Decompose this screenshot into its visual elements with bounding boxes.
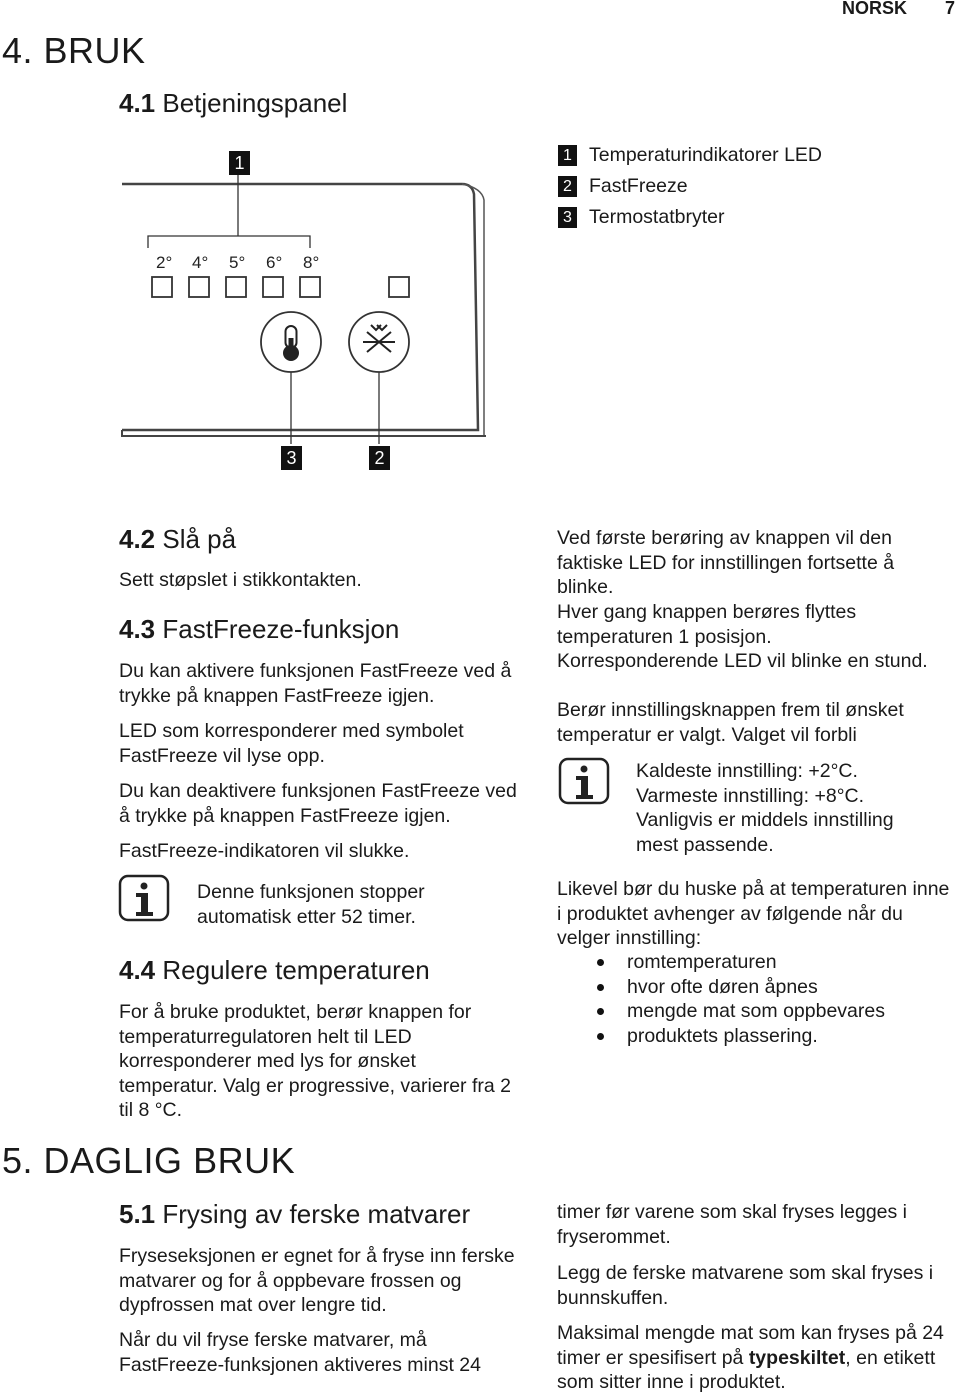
legend-item-2 (558, 174, 688, 198)
bullet-list (557, 950, 947, 1048)
subsection-title-4-4: 4.4 Regulere temperaturen (119, 955, 430, 985)
legend-number: 1 (558, 145, 577, 166)
legend-number: 3 (558, 207, 577, 228)
page-number: 7 (945, 0, 956, 18)
info-note: Denne funksjonen stopper automatisk etter 52 timer. (197, 881, 425, 928)
fastfreeze-button[interactable] (349, 312, 409, 372)
legend-label: Termostatbryter (589, 206, 725, 228)
led-indicator-fastfreeze (389, 277, 409, 297)
scale-label-2: 2° (156, 253, 173, 272)
callout-2: 2 (369, 446, 390, 470)
subsection-title-5-1: 5.1 Frysing av ferske matvarer (119, 1199, 471, 1229)
list-item: hvor ofte døren åpnes (557, 975, 947, 1000)
scale-label-6: 6° (266, 253, 283, 272)
paragraph: timer før varene som skal fryses legges i fryserommet. (557, 1201, 908, 1248)
legend-item-3 (558, 205, 724, 229)
paragraph: Berør innstillingsknappen frem til ønsket temperatur er valgt. Valget vil forbli (557, 699, 904, 746)
thermometer-icon (283, 326, 299, 361)
thermostat-button[interactable] (261, 312, 321, 372)
section-title-bruk: 4. BRUK (2, 30, 146, 71)
led-indicator-2 (152, 277, 172, 297)
paragraph: Du kan deaktivere funksjonen FastFreeze ved å trykke på knappen FastFreeze igjen. (119, 780, 517, 827)
legend-label: Temperaturindikatorer LED (589, 144, 823, 166)
paragraph: LED som korresponderer med symbolet FastFreeze vil lyse opp. (119, 720, 464, 767)
callout-3: 3 (281, 446, 302, 470)
info-icon (118, 874, 170, 922)
info-icon (558, 757, 610, 805)
subsection-title-4-3: 4.3 FastFreeze-funksjon (119, 614, 400, 644)
subsection-title-4-2: 4.2 Slå på (119, 524, 237, 554)
paragraph: Du kan aktivere funksjonen FastFreeze ved å trykke på knappen FastFreeze igjen. (119, 660, 512, 707)
list-item: romtemperaturen (557, 950, 947, 975)
language-label: NORSK (842, 0, 908, 18)
scale-label-8: 8° (303, 253, 320, 272)
legend-label: FastFreeze (589, 175, 688, 197)
paragraph: Legg de ferske matvarene som skal fryses i bunnskuffen. (557, 1262, 934, 1309)
emphasis-typeskiltet: typeskiltet (748, 1346, 846, 1369)
list-item: produktets plassering. (557, 1024, 947, 1049)
paragraph: Når du vil fryse ferske matvarer, må FastFreeze-funksjonen aktiveres minst 24 (119, 1329, 481, 1376)
info-note: Kaldeste innstilling: +2°C. Varmeste innstilling: +8°C. Vanligvis er middels innstilling mest passende. (636, 760, 894, 856)
legend-number: 2 (558, 176, 577, 197)
control-panel-diagram (110, 140, 510, 480)
callout-1: 1 (229, 151, 250, 175)
paragraph: Likevel bør du huske på at temperaturen inne i produktet avhenger av følgende når du velger innstilling: (557, 878, 950, 949)
paragraph: Fryseseksjonen er egnet for å fryse inn ferske matvarer og for å oppbevare frossen og dypfrossen mat over lengre tid. (119, 1245, 515, 1316)
panel-outline (122, 184, 478, 430)
scale-label-4: 4° (192, 253, 209, 272)
paragraph: Maksimal mengde mat som kan fryses på 24 timer er spesifisert på typeskiltet, en etikett som sitter inne i produktet. (557, 1322, 944, 1393)
paragraph: Hver gang knappen berøres flyttes temperaturen 1 posisjon. (557, 601, 857, 648)
paragraph: Sett støpslet i stikkontakten. (119, 569, 362, 591)
led-indicator-8 (300, 277, 320, 297)
legend-item-1 (558, 143, 822, 167)
led-indicator-5 (226, 277, 246, 297)
subsection-title-4-1: 4.1 Betjeningspanel (119, 88, 348, 118)
led-indicator-4 (189, 277, 209, 297)
section-title-daglig-bruk: 5. DAGLIG BRUK (2, 1140, 296, 1181)
paragraph: For å bruke produktet, berør knappen for temperaturregulatoren helt til LED korresponderer med lys for ønsket temperatur. Valg er progressive, varierer fra 2 til 8 °C. (119, 1001, 511, 1121)
list-item: mengde mat som oppbevares (557, 999, 947, 1024)
scale-label-5: 5° (229, 253, 246, 272)
paragraph: Ved første berøring av knappen vil den faktiske LED for innstillingen fortsette å blinke. (557, 527, 895, 598)
led-indicator-6 (263, 277, 283, 297)
paragraph: Korresponderende LED vil blinke en stund. (557, 650, 928, 672)
paragraph: FastFreeze-indikatoren vil slukke. (119, 840, 410, 862)
